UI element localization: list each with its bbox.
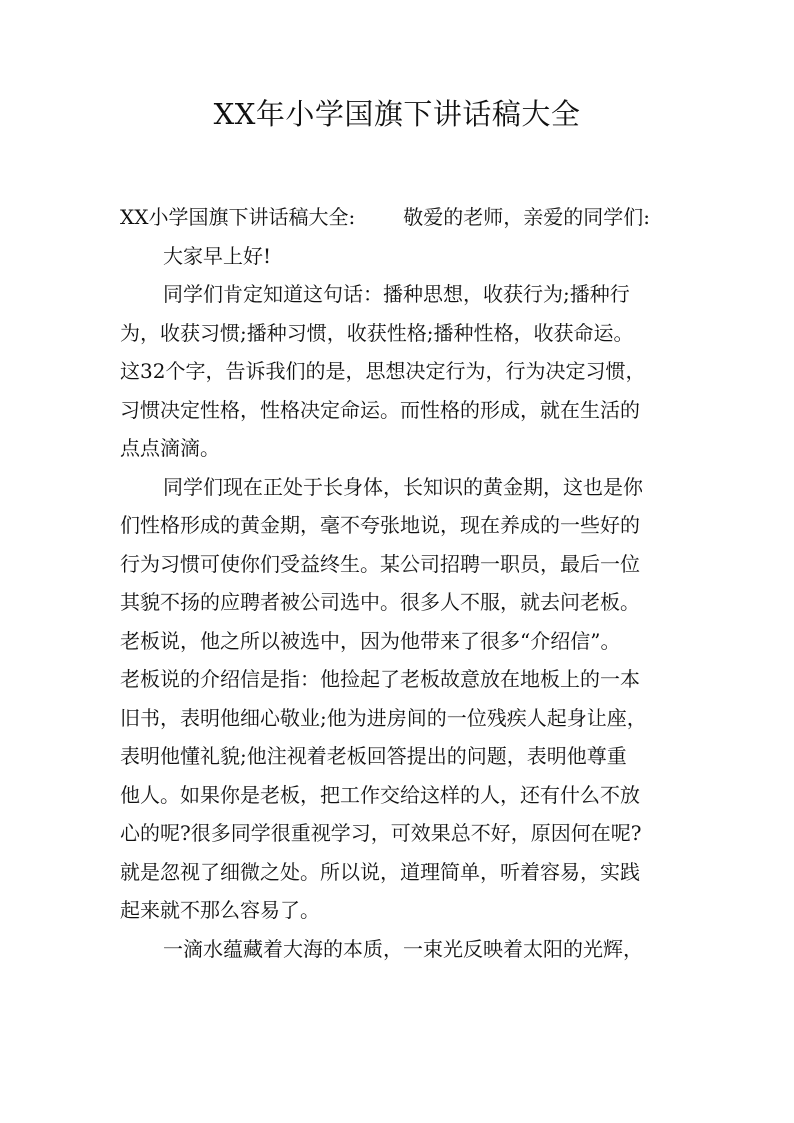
intro-greeting: 敬爱的老师，亲爱的同学们:: [403, 205, 650, 229]
intro-label: XX小学国旗下讲话稿大全:: [120, 205, 356, 229]
paragraph-line: 其貌不扬的应聘者被公司选中。很多人不服，就去问老板。: [120, 590, 640, 614]
paragraph-line: 一滴水蕴藏着大海的本质，一束光反映着太阳的光辉，: [163, 936, 643, 961]
paragraph-line: 习惯决定性格，性格决定命运。而性格的形成，就在生活的: [120, 397, 640, 422]
paragraph-line: 老板说的介绍信是指：他捡起了老板故意放在地板上的一本: [120, 667, 640, 691]
paragraph-line: 同学们现在正处于长身体，长知识的黄金期，这也是你: [163, 474, 643, 499]
intro-line: [120, 198, 680, 237]
paragraph-line: 大家早上好!: [163, 243, 272, 268]
paragraph-line: 老板说，他之所以被选中，因为他带来了很多“介绍信”。: [120, 628, 621, 653]
paragraph-line: 同学们肯定知道这句话：播种思想，收获行为;播种行: [163, 282, 630, 306]
paragraph-line: 心的呢?很多同学很重视学习，可效果总不好，原因何在呢?: [120, 821, 642, 845]
paragraph-line: 就是忽视了细微之处。所以说，道理简单，听着容易，实践: [120, 859, 640, 884]
document-body: [120, 198, 680, 968]
paragraph-line: 旧书，表明他细心敬业;他为进房间的一位残疾人起身让座，: [120, 705, 647, 730]
paragraph-line: 行为习惯可使你们受益终生。某公司招聘一职员，最后一位: [120, 551, 640, 576]
paragraph-line: 这32个字，告诉我们的是，思想决定行为，行为决定习惯，: [120, 359, 646, 383]
paragraph-line: 表明他懂礼貌;他注视着老板回答提出的问题，表明他尊重: [120, 744, 627, 768]
document-title: XX年小学国旗下讲话稿大全: [213, 97, 581, 131]
paragraph-line: 起来就不那么容易了。: [120, 898, 320, 922]
paragraph-line: 为，收获习惯;播种习惯，收获性格;播种性格，收获命运。: [120, 320, 634, 345]
paragraph-line: 点点滴滴。: [120, 436, 220, 460]
paragraph-line: 们性格形成的黄金期，毫不夸张地说，现在养成的一些好的: [120, 513, 640, 537]
paragraph-line: 他人。如果你是老板，把工作交给这样的人，还有什么不放: [120, 782, 640, 807]
